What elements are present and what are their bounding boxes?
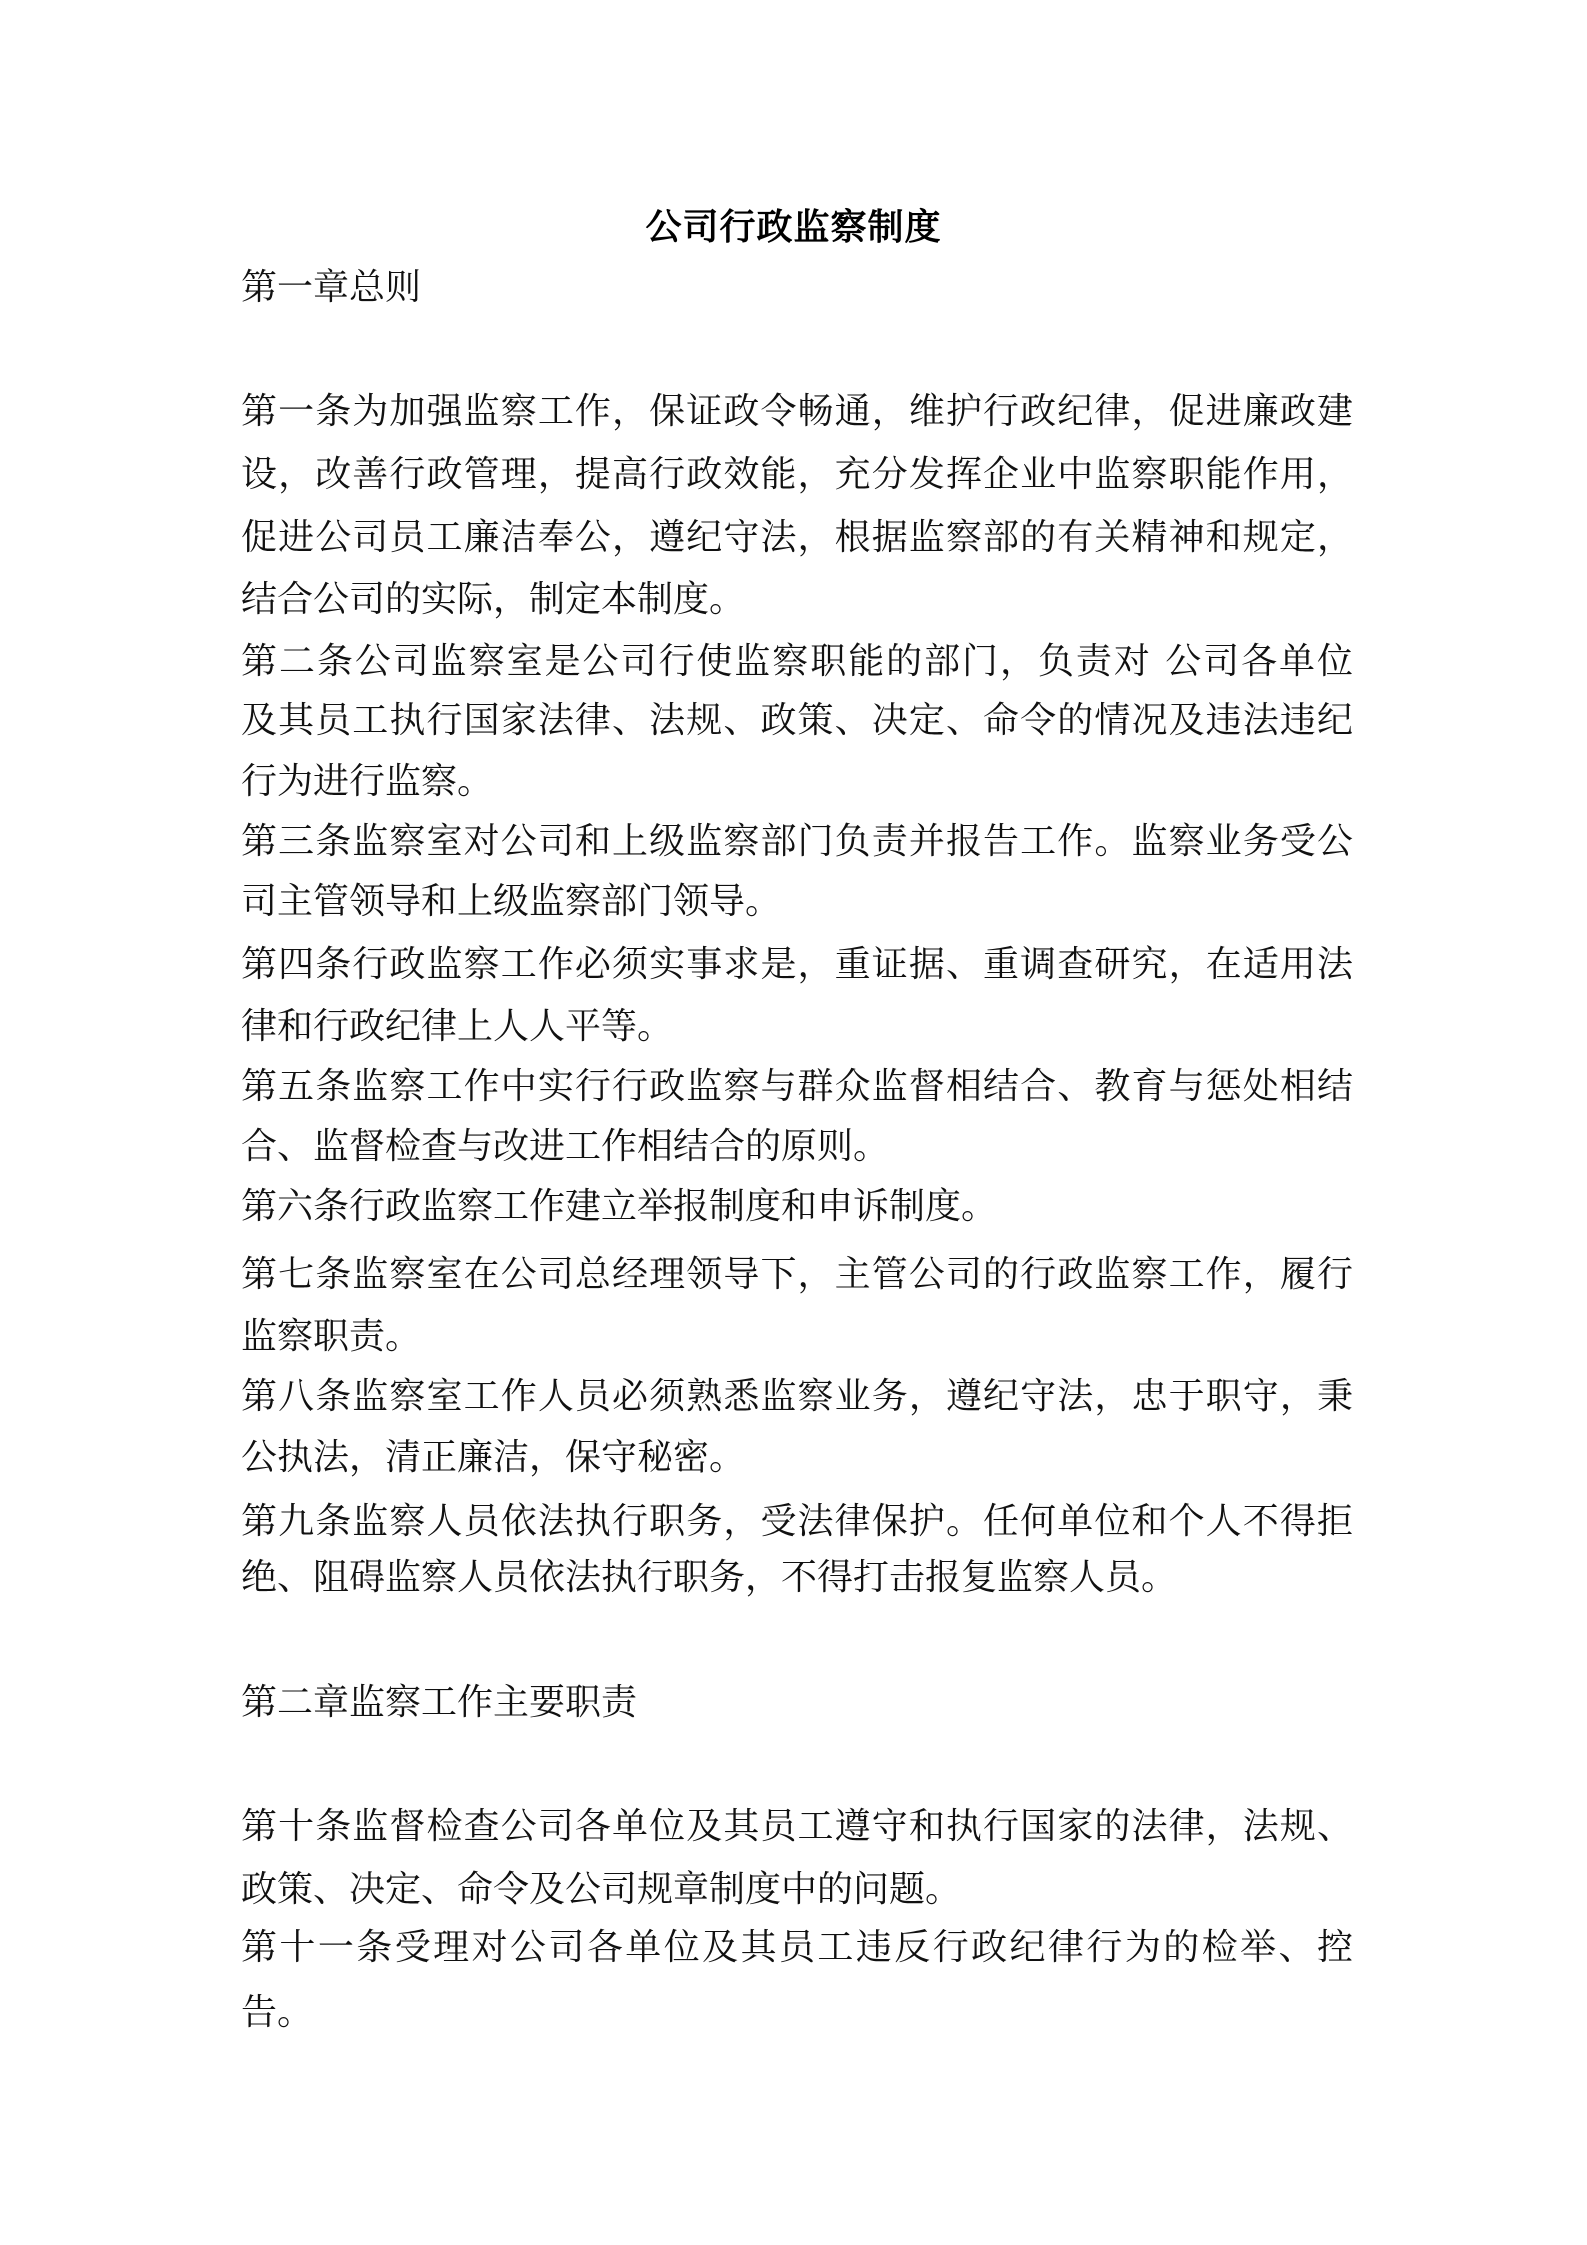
article-line: 第二条公司监察室是公司行使监察职能的部门，负责对 公司各单位 xyxy=(241,641,1353,682)
article-line: 律和行政纪律上人人平等。 xyxy=(241,1006,674,1047)
article-line: 结合公司的实际，制定本制度。 xyxy=(241,579,746,620)
article-line: 行为进行监察。 xyxy=(241,761,494,802)
article-line: 告。 xyxy=(241,1992,314,2033)
article-line: 第五条监察工作中实行行政监察与群众监督相结合、教育与惩处相结 xyxy=(241,1066,1353,1107)
chapter-1-heading: 第一章总则 xyxy=(241,267,422,308)
article-line: 监察职责。 xyxy=(241,1316,422,1357)
article-line: 政策、决定、命令及公司规章制度中的问题。 xyxy=(241,1869,962,1910)
article-line: 第十条监督检查公司各单位及其员工遵守和执行国家的法律，法规、 xyxy=(241,1806,1353,1847)
article-line: 第六条行政监察工作建立举报制度和申诉制度。 xyxy=(241,1186,998,1227)
article-line: 第七条监察室在公司总经理领导下，主管公司的行政监察工作，履行 xyxy=(241,1254,1353,1295)
article-line: 公执法，清正廉洁，保守秘密。 xyxy=(241,1437,746,1478)
article-line: 第四条行政监察工作必须实事求是，重证据、重调查研究，在适用法 xyxy=(241,944,1353,985)
article-line: 司主管领导和上级监察部门领导。 xyxy=(241,881,782,922)
document-title: 公司行政监察制度 xyxy=(645,207,942,248)
article-line: 及其员工执行国家法律、法规、政策、决定、命令的情况及违法违纪 xyxy=(241,700,1353,741)
article-line: 第八条监察室工作人员必须熟悉监察业务，遵纪守法，忠于职守，秉 xyxy=(241,1376,1353,1417)
article-line: 合、监督检查与改进工作相结合的原则。 xyxy=(241,1126,890,1167)
chapter-2-heading: 第二章监察工作主要职责 xyxy=(241,1682,638,1723)
article-line: 第三条监察室对公司和上级监察部门负责并报告工作。监察业务受公 xyxy=(241,821,1353,862)
article-line: 促进公司员工廉洁奉公，遵纪守法，根据监察部的有关精神和规定， xyxy=(241,517,1353,558)
article-line: 第一条为加强监察工作，保证政令畅通，维护行政纪律，促进廉政建 xyxy=(241,391,1353,432)
article-line: 设，改善行政管理，提高行政效能，充分发挥企业中监察职能作用， xyxy=(241,454,1353,495)
article-line: 绝、阻碍监察人员依法执行职务，不得打击报复监察人员。 xyxy=(241,1557,1178,1598)
article-line: 第十一条受理对公司各单位及其员工违反行政纪律行为的检举、控 xyxy=(241,1927,1353,1968)
article-line: 第九条监察人员依法执行职务，受法律保护。任何单位和个人不得拒 xyxy=(241,1501,1353,1542)
